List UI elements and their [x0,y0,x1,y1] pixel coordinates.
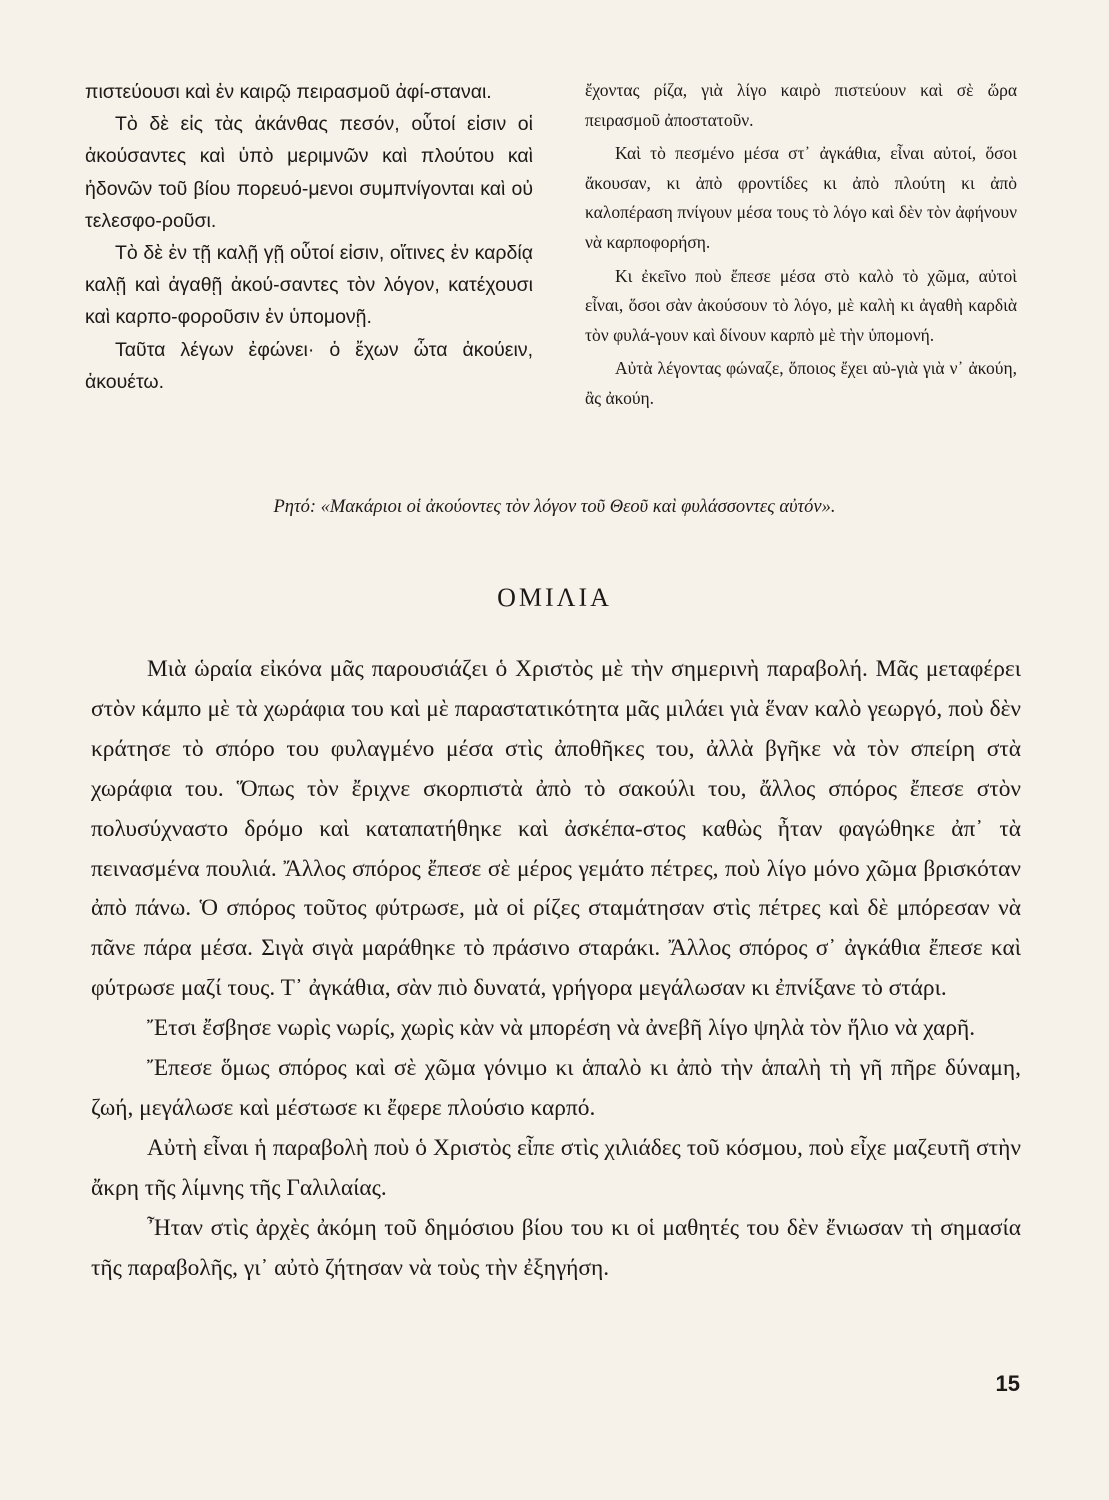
translation-column [585,76,1017,414]
translation-paragraph: Καὶ τὸ πεσμένο μέσα στ᾽ ἀγκάθια, εἶναι αὐτοί, ὅσοι ἄκουσαν, κι ἀπὸ φροντίδες κι ἀπὸ πλούτη κι ἀπὸ καλοπέραση πνίγουν μέσα τους τὸ λόγο καὶ δὲν τὸν ἀφήνουν νὰ καρποφορήση. [585,143,1017,252]
ancient-paragraph: Τὸ δὲ εἰς τὰς ἀκάνθας πεσόν, οὗτοί εἰσιν οἱ ἀκούσαντες καὶ ὑπὸ μεριμνῶν καὶ πλούτου καὶ ἡδονῶν τοῦ βίου πορευό-μενοι συμπνίγονται καὶ οὐ τελεσφο-ροῦσι. [85,113,533,232]
homily-paragraph: Μιὰ ὡραία εἰκόνα μᾶς παρουσιάζει ὁ Χριστὸς μὲ τὴν σημερινὴ παραβολή. Μᾶς μεταφέρει στὸν κάμπο μὲ τὰ χωράφια του καὶ μὲ παραστατικότητα μᾶς μιλάει γιὰ ἕναν καλὸ γεωργό, ποὺ δὲν κράτησε τὸ σπόρο του φυλαγμένο μέσα στὶς ἀποθῆκες του, ἀλλὰ βγῆκε νὰ τὸν σπείρη στὰ χωράφια του. Ὅπως τὸν ἔριχνε σκορπιστὰ ἀπὸ τὸ σακούλι του, ἄλλος σπόρος ἔπεσε στὸν πολυσύχναστο δρόμο καὶ καταπατήθηκε καὶ ἀσκέπα-στος καθὼς ἦταν φαγώθηκε ἀπ᾽ τὰ πεινασμένα πουλιά. Ἄλλος σπόρος ἔπεσε σὲ μέρος γεμάτο πέτρες, ποὺ λίγο μόνο χῶμα βρισκόταν ἀπὸ πάνω. Ὁ σπόρος τοῦτος φύτρωσε, μὰ οἱ ρίζες σταμάτησαν στὶς πέτρες καὶ δὲ μπόρεσαν νὰ πᾶνε πάρα μέσα. Σιγὰ σιγὰ μαράθηκε τὸ πράσινο σταράκι. Ἄλλος σπόρος σ᾽ ἀγκάθια ἔπεσε καὶ φύτρωσε μαζί τους. Τ᾽ ἀγκάθια, σὰν πιὸ δυνατά, γρήγορα μεγάλωσαν κι ἐπνίξανε τὸ στάρι. [91,656,1021,1002]
homily-body [91,650,1021,1289]
page-number: 15 [995,1371,1020,1396]
ancient-text-column [85,76,533,398]
key-verse-text: Ρητό: «Μακάριοι οἱ ἀκούοντες τὸν λόγον τοῦ Θεοῦ καὶ φυλάσσοντες αὐτόν». [273,497,836,517]
two-column-section [0,0,1109,480]
translation-paragraph: ἔχοντας ρίζα, γιὰ λίγο καιρὸ πιστεύουν καὶ σὲ ὥρα πειρασμοῦ ἀποστατοῦν. [585,80,1017,130]
homily-paragraph: Ἦταν στὶς ἀρχὲς ἀκόμη τοῦ δημόσιου βίου του κι οἱ μαθητές του δὲν ἔνιωσαν τὴ σημασία τῆς παραβολῆς, γι᾽ αὐτὸ ζήτησαν νὰ τοὺς τὴν ἐξηγήση. [91,1214,1021,1281]
translation-paragraph: Κι ἐκεῖνο ποὺ ἔπεσε μέσα στὸ καλὸ τὸ χῶμα, αὐτοὶ εἶναι, ὅσοι σὰν ἀκούσουν τὸ λόγο, μὲ καλὴ κι ἀγαθὴ καρδιὰ τὸν φυλά-γουν καὶ δίνουν καρπὸ μὲ τὴν ὑπομονή. [585,265,1017,345]
key-verse [0,497,1109,518]
homily-paragraph: Ἔπεσε ὅμως σπόρος καὶ σὲ χῶμα γόνιμο κι ἁπαλὸ κι ἀπὸ τὴν ἁπαλὴ τὴ γῆ πῆρε δύναμη, ζωή, μεγάλωσε καὶ μέστωσε κι ἔφερε πλούσιο καρπό. [91,1055,1021,1121]
ancient-paragraph: Ταῦτα λέγων ἐφώνει· ὁ ἔχων ὦτα ἀκούειν, ἀκουέτω. [85,338,533,393]
homily-paragraph: Ἔτσι ἔσβησε νωρὶς νωρίς, χωρὶς κὰν νὰ μπορέση νὰ ἀνεβῆ λίγο ψηλὰ τὸν ἥλιο νὰ χαρῆ. [147,1015,976,1042]
ancient-paragraph: Τὸ δὲ ἐν τῇ καλῇ γῇ οὗτοί εἰσιν, οἵτινες ἐν καρδίᾳ καλῇ καὶ ἀγαθῇ ἀκού-σαντες τὸν λόγον, κατέχουσι καὶ καρπο-φοροῦσιν ἐν ὑπομονῇ. [85,242,533,329]
section-heading: ΟΜΙΛΙΑ [497,583,612,612]
homily-paragraph: Αὐτὴ εἶναι ἡ παραβολὴ ποὺ ὁ Χριστὸς εἶπε στὶς χιλιάδες τοῦ κόσμου, ποὺ εἶχε μαζευτῆ στὴν ἄκρη τῆς λίμνης τῆς Γαλιλαίας. [91,1134,1021,1201]
ancient-paragraph: πιστεύουσι καὶ ἐν καιρῷ πειρασμοῦ ἀφί-σταναι. [85,81,492,103]
translation-paragraph: Αὐτὰ λέγοντας φώναζε, ὅποιος ἔχει αὐ-γιὰ γιὰ ν᾽ ἀκούη, ἂς ἀκούη. [585,358,1017,408]
